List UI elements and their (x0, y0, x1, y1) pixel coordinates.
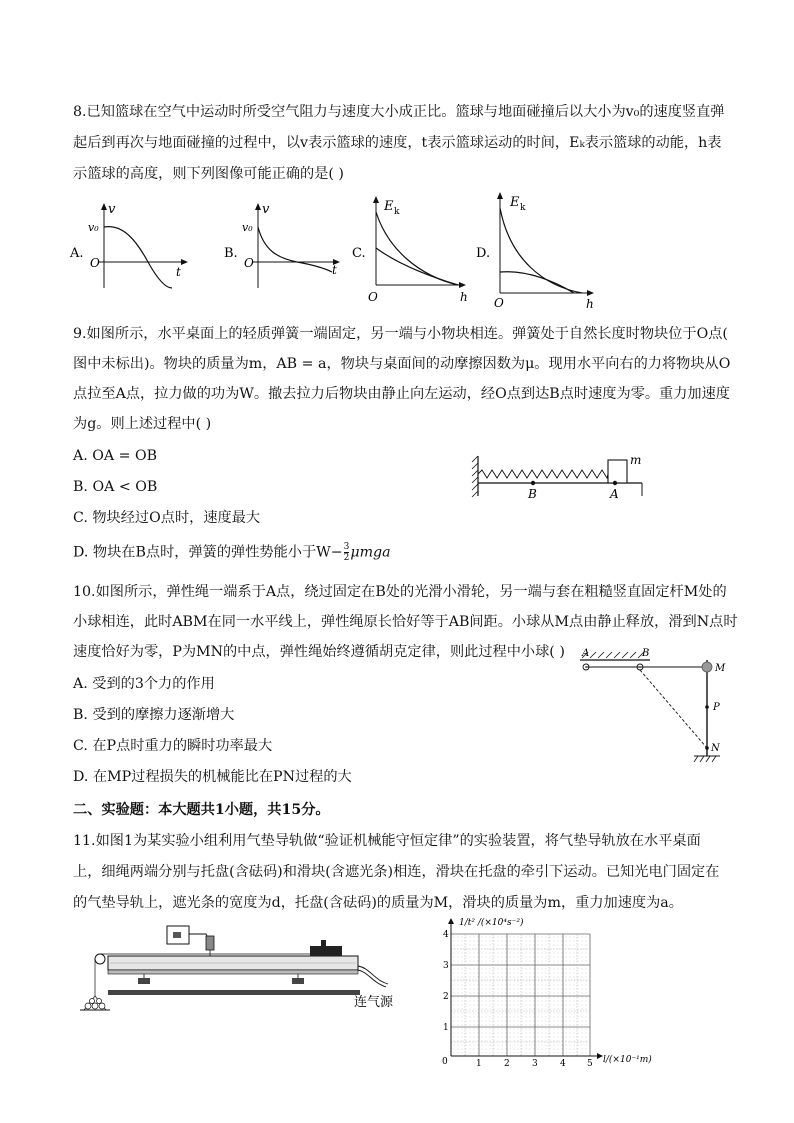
q9-option-a[interactable]: A. OA = OB (73, 448, 158, 464)
svg-text:v₀: v₀ (88, 221, 99, 234)
q8-graph-a (68, 200, 198, 295)
svg-text:M: M (715, 663, 726, 674)
svg-text:m: m (630, 453, 642, 467)
q9-line-3: 点拉至A点，拉力做的功为W。撤去拉力后物块由静止向左运动，经O点到达B点时速度为零。重力加速度 (73, 386, 730, 402)
section-2-heading: 二、实验题：本大题共1小题，共15分。 (73, 802, 330, 818)
q9-option-d[interactable]: D. 物块在B点时，弹簧的弹性势能小于W− $\frac{3}{2}$ μmga (73, 542, 391, 563)
svg-text:O: O (494, 296, 504, 310)
q8-graph-d (474, 190, 604, 310)
svg-text:3: 3 (443, 961, 449, 971)
svg-text:A: A (582, 648, 590, 659)
svg-text:h: h (460, 290, 468, 304)
q10-line-3: 速度恰好为零，P为MN的中点，弹性绳始终遵循胡克定律，则此过程中小球( ) (73, 644, 565, 660)
svg-text:t: t (176, 265, 181, 279)
photogate-icon (206, 936, 214, 950)
svg-text:0: 0 (442, 1057, 448, 1067)
svg-text:O: O (244, 256, 254, 270)
q11-line-2: 上，细绳两端分别与托盘(含砝码)和滑块(含遮光条)相连，滑块在托盘的牵引下运动。已知光电门固定在 (73, 864, 720, 880)
svg-text:C.: C. (352, 246, 366, 261)
q11-grid-figure (425, 912, 665, 1072)
svg-text:P: P (713, 702, 720, 713)
table-icon (108, 990, 360, 995)
q9-line-1: 9.如图所示，水平桌面上的轻质弹簧一端固定，另一端与小物块相连。弹簧处于自然长度时物块位于O点( (73, 326, 728, 342)
svg-text:1: 1 (476, 1059, 482, 1069)
pulley-icon (95, 954, 105, 964)
svg-text:k: k (394, 207, 400, 217)
q10-option-a[interactable]: A. 受到的3个力的作用 (73, 676, 215, 692)
q11-line-1: 11.如图1为某实验小组利用气垫导轨做“验证机械能守恒定律”的实验装置，将气垫导轨放在水平桌面 (73, 833, 701, 849)
q9-spring-figure (470, 450, 650, 506)
q10-rope-figure (570, 644, 730, 770)
svg-text:l/(×10⁻¹m): l/(×10⁻¹m) (603, 1055, 652, 1065)
svg-text:h: h (586, 297, 594, 310)
q9-line-2: 图中未标出)。物块的质量为m，AB = a，物块与桌面间的动摩擦因数为μ。现用水平向右的力将物块从O (73, 356, 731, 372)
block-icon (608, 460, 627, 483)
svg-text:5: 5 (587, 1059, 593, 1069)
svg-text:O: O (368, 290, 378, 304)
svg-text:B.: B. (224, 246, 238, 261)
q8-graph-a-letter: A. (70, 246, 84, 261)
svg-text:k: k (520, 203, 526, 213)
svg-text:B: B (642, 648, 650, 659)
svg-text:4: 4 (443, 930, 449, 940)
q10-line-2: 小球相连，此时ABM在同一水平线上，弹性绳原长恰好等于AB间距。小球从M点由静止释放，滑到N点时 (73, 614, 738, 630)
svg-text:1: 1 (443, 1023, 449, 1033)
svg-text:A: A (610, 487, 619, 501)
q10-line-1: 10.如图所示，弹性绳一端系于A点，绕过固定在B处的光滑小滑轮，另一端与套在粗糙竖直固定杆M处的 (73, 584, 727, 600)
svg-text:E: E (384, 199, 394, 214)
q10-option-b[interactable]: B. 受到的摩擦力逐渐增大 (73, 707, 235, 723)
svg-text:N: N (711, 743, 720, 754)
q9-option-b[interactable]: B. OA < OB (73, 479, 158, 495)
q11-line-3: 的气垫导轨上，遮光条的宽度为d，托盘(含砝码)的质量为M，滑块的质量为m，重力加速度为a。 (73, 895, 683, 911)
svg-text:O: O (90, 256, 100, 270)
spring-icon (478, 470, 608, 478)
q11-apparatus-figure (70, 924, 410, 1020)
svg-text:4: 4 (560, 1059, 566, 1069)
svg-text:1/t² /(×10⁴s⁻²): 1/t² /(×10⁴s⁻²) (459, 918, 524, 928)
ball-icon (702, 662, 712, 672)
q8-line-2: 起后到再次与地面碰撞的过程中，以v表示篮球的速度，t表示篮球运动的时间，Eₖ表示篮球的动能，h表 (73, 135, 722, 151)
svg-text:t: t (332, 263, 337, 277)
svg-text:B: B (528, 487, 537, 501)
svg-text:v: v (108, 202, 116, 217)
q9-option-c[interactable]: C. 物块经过O点时，速度最大 (73, 510, 261, 526)
svg-text:2: 2 (443, 992, 449, 1002)
air-source-label: 连气源 (354, 995, 394, 1010)
svg-text:v₀: v₀ (242, 221, 253, 234)
q8-graph-b (222, 200, 352, 295)
q10-option-d[interactable]: D. 在MP过程损失的机械能比在PN过程的大 (73, 769, 352, 785)
svg-text:2: 2 (504, 1059, 510, 1069)
svg-text:v: v (262, 202, 270, 217)
q8-line-3: 示篮球的高度，则下列图像可能正确的是( ) (73, 166, 344, 182)
q9-line-4: 为g。则上述过程中( ) (73, 416, 212, 432)
svg-text:E: E (510, 195, 520, 210)
q10-option-c[interactable]: C. 在P点时重力的瞬时功率最大 (73, 738, 273, 754)
q8-graph-c (350, 190, 475, 305)
svg-text:3: 3 (532, 1059, 538, 1069)
svg-text:D.: D. (476, 246, 491, 261)
q8-line-1: 8.已知篮球在空气中运动时所受空气阻力与速度大小成正比。篮球与地面碰撞后以大小为v₀的速度竖直弹 (73, 104, 725, 120)
